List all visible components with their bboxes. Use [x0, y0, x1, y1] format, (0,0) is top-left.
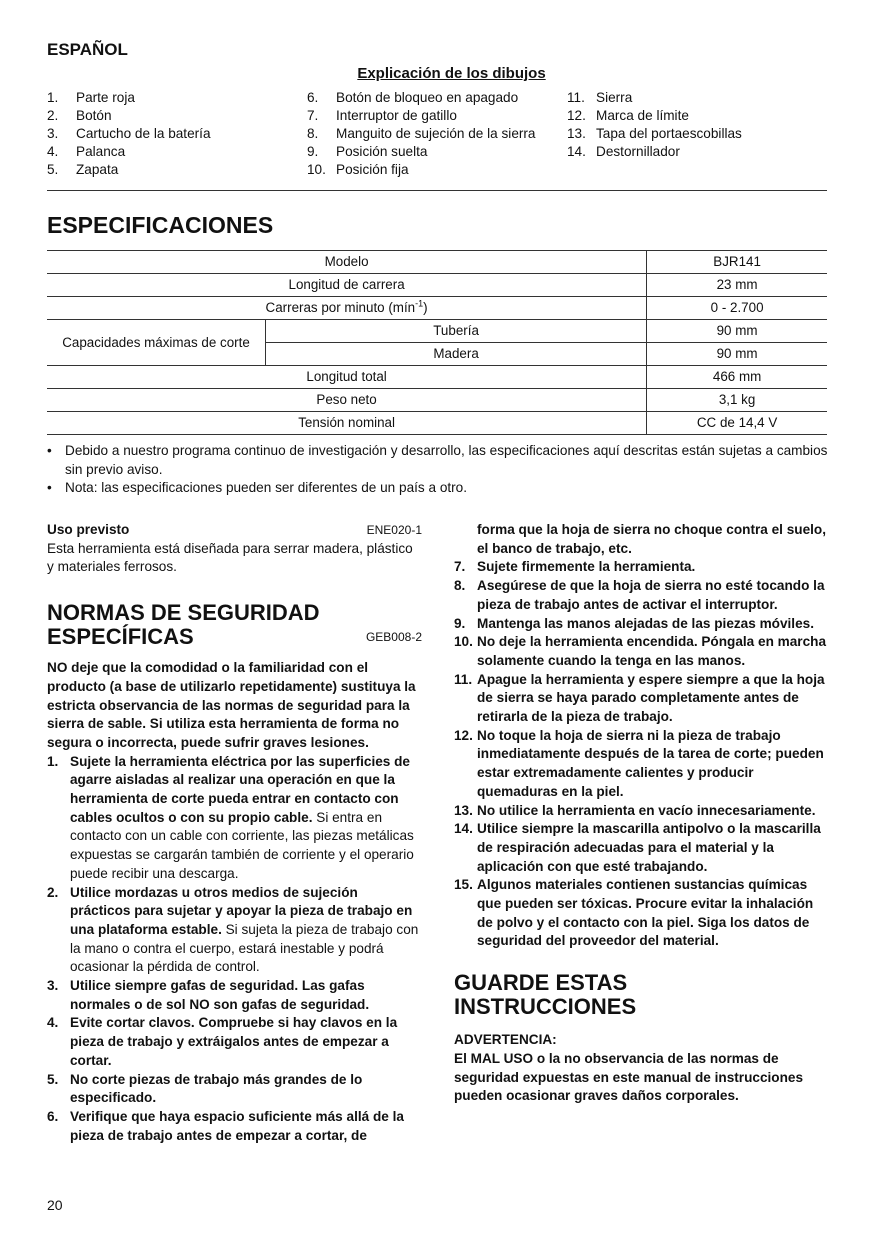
- legend-item: 6. Botón de bloqueo en apagado: [307, 90, 519, 105]
- table-row: [47, 320, 827, 343]
- list-item: • Debido a nuestro programa continuo de investigación y desarrollo, las especificaciones aquí descritas están sujetas a cambios sin previo aviso.: [47, 442, 832, 479]
- spec-value: 90 mm: [647, 343, 827, 366]
- list-item: 8. Asegúrese de que la hoja de sierra no esté tocando la pieza de trabajo antes de activar el interruptor.: [454, 578, 825, 612]
- language-heading: ESPAÑOL: [47, 40, 128, 59]
- legend-column-1: [47, 89, 211, 179]
- list-item: 10. No deje la herramienta encendida. Póngala en marcha solamente cuando la tenga en las manos.: [454, 634, 827, 668]
- list-item: 9. Mantenga las manos alejadas de las piezas móviles.: [454, 615, 814, 631]
- spec-label: Longitud de carrera: [47, 274, 647, 297]
- table-row: [47, 412, 827, 435]
- legend-item: 11. Sierra: [567, 90, 633, 105]
- spec-value: 0 - 2.700: [647, 297, 827, 320]
- spec-label: Tensión nominal: [47, 412, 647, 435]
- spec-value: 466 mm: [647, 366, 827, 389]
- item-6-continuation: forma que la hoja de sierra no choque contra el suelo, el banco de trabajo, etc.: [477, 522, 826, 556]
- spec-value: BJR141: [647, 251, 827, 274]
- warning-label: ADVERTENCIA:: [454, 1032, 557, 1048]
- spec-sublabel: Tubería: [266, 320, 647, 343]
- legend-item: 13. Tapa del portaescobillas: [567, 126, 742, 141]
- list-item: 11. Apague la herramienta y espere siempre a que la hoja de sierra se haya parado completamente antes de retirarla de la pieza de trabajo.: [454, 671, 825, 725]
- list-item: 5. No corte piezas de trabajo más grandes de lo especificado.: [47, 1071, 363, 1106]
- spec-label: Longitud total: [47, 366, 647, 389]
- legend-item: 14. Destornillador: [567, 144, 680, 159]
- legend-item: 5. Zapata: [47, 162, 119, 177]
- legend-item: 12. Marca de límite: [567, 108, 689, 123]
- table-row: [47, 366, 827, 389]
- specs-title: ESPECIFICACIONES: [47, 212, 274, 238]
- safety-list-left: [47, 753, 422, 1146]
- specs-table: [47, 250, 827, 435]
- list-item: 12. No toque la hoja de sierra ni la pieza de trabajo inmediatamente después de la tarea de corte; pueden estar extremadamente calientes y producir quemaduras en la piel.: [454, 727, 824, 799]
- spec-value: 23 mm: [647, 274, 827, 297]
- uso-text: Esta herramienta está diseñada para serrar madera, plástico y materiales ferrosos.: [47, 540, 413, 575]
- list-item: 14. Utilice siempre la mascarilla antipolvo o la mascarilla de respiración adecuadas para el material y la aplicación con que esté trabajando.: [454, 821, 821, 874]
- spec-label: Carreras por minuto (mín$^{-1}$): [47, 297, 647, 320]
- list-item: 7. Sujete firmemente la herramienta.: [454, 559, 696, 575]
- spec-value: CC de 14,4 V: [647, 412, 827, 435]
- list-item: 13. No utilice la herramienta en vacío innecesariamente.: [454, 802, 816, 818]
- page-number: 20: [47, 1197, 63, 1213]
- normas-code: GEB008-2: [365, 630, 422, 645]
- spec-notes: [47, 442, 832, 498]
- normas-title: NORMAS DE SEGURIDAD ESPECÍFICAS: [47, 600, 320, 650]
- legend-item: 7. Interruptor de gatillo: [307, 108, 457, 123]
- list-item: 4. Evite cortar clavos. Compruebe si hay clavos en la pieza de trabajo y extráigalos antes de empezar a cortar.: [47, 1015, 398, 1068]
- list-item: 15. Algunos materiales contienen sustancias químicas que pueden ser tóxicas. Procure evitar la inhalación de polvo y el contacto con la piel. Siga los datos de seguridad del proveedor del material.: [454, 877, 814, 949]
- table-row: [47, 297, 827, 320]
- legend-column-3: [567, 89, 742, 161]
- spec-label-capacity: Capacidades máximas de corte: [47, 320, 266, 366]
- left-column: [47, 521, 422, 1145]
- safety-list-right: [454, 558, 829, 951]
- table-row: [47, 251, 827, 274]
- legend-item: 10. Posición fija: [307, 162, 409, 177]
- spec-label: Peso neto: [47, 389, 647, 412]
- spec-value: 90 mm: [647, 320, 827, 343]
- spec-label: Modelo: [47, 251, 647, 274]
- legend-title: Explicación de los dibujos: [357, 65, 546, 82]
- right-column: [454, 521, 829, 1106]
- table-row: [47, 389, 827, 412]
- normas-intro: NO deje que la comodidad o la familiaridad con el producto (a base de utilizarlo repetidamente) sustituya la estricta observancia de las normas de seguridad para la sierra de sable. Si utiliza esta herramienta de forma no segura o incorrecta, puede sufrir graves lesiones.: [47, 660, 416, 750]
- legend-item: 4. Palanca: [47, 144, 126, 159]
- legend-item: 1. Parte roja: [47, 90, 135, 105]
- table-row: [47, 274, 827, 297]
- divider: [47, 190, 827, 191]
- legend-item: 2. Botón: [47, 108, 112, 123]
- uso-title: Uso previsto: [47, 522, 130, 537]
- list-item: 6. Verifique que haya espacio suficiente más allá de la pieza de trabajo antes de empezar a cortar, de: [47, 1108, 404, 1143]
- warning-text: El MAL USO o la no observancia de las normas de seguridad expuestas en este manual de instrucciones pueden ocasionar graves daños corporales.: [454, 1050, 804, 1104]
- spec-value: 3,1 kg: [647, 389, 827, 412]
- uso-code: ENE020-1: [366, 523, 422, 537]
- spec-sublabel: Madera: [266, 343, 647, 366]
- legend-item: 8. Manguito de sujeción de la sierra: [307, 126, 536, 141]
- legend-item: 3. Cartucho de la batería: [47, 126, 211, 141]
- list-item: 3. Utilice siempre gafas de seguridad. Las gafas normales o de sol NO son gafas de seguridad.: [47, 978, 370, 1012]
- list-item: 1. Sujete la herramienta eléctrica por las superficies de agarre aisladas al realizar una operación en que la herramienta de corte pueda entrar en contacto con cables ocultos o con su propio cable. Si entra en contacto con un cable con corriente, las piezas metálicas expuestas se cargarán también de corriente y el operario puede recibir una descarga.: [47, 753, 414, 881]
- list-item: • Nota: las especificaciones pueden ser diferentes de un país a otro.: [47, 479, 832, 498]
- legend-item: 9. Posición suelta: [307, 144, 428, 159]
- guarde-title: GUARDE ESTAS INSTRUCCIONES: [454, 970, 637, 1020]
- legend-column-2: [307, 89, 536, 179]
- list-item: 2. Utilice mordazas u otros medios de sujeción prácticos para sujetar y apoyar la pieza de trabajo en una plataforma estable. Si sujeta la pieza de trabajo con la mano o contra el cuerpo, estará inestable y podrá ocasionar la pérdida de control.: [47, 884, 419, 975]
